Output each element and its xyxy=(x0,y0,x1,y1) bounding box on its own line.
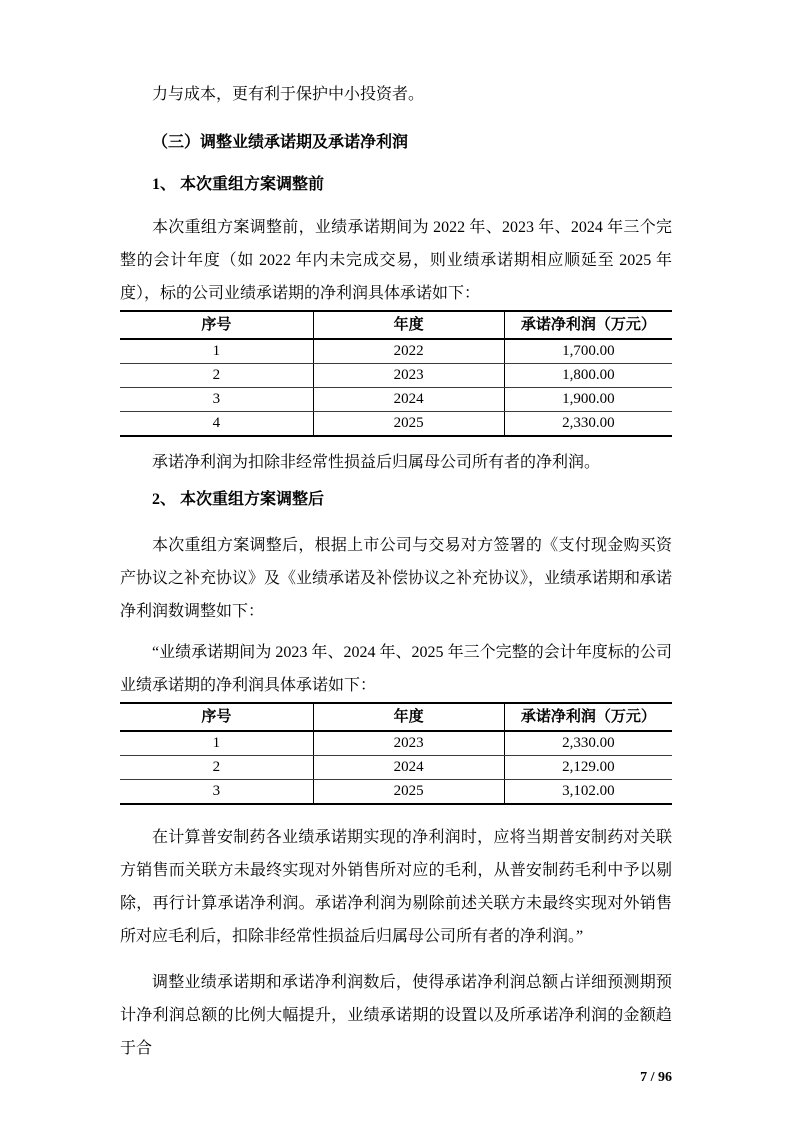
cell-profit: 3,102.00 xyxy=(562,783,615,799)
cell-profit: 2,129.00 xyxy=(504,756,672,780)
cell-seq: 3 xyxy=(120,388,313,412)
table-row xyxy=(120,731,672,756)
table-row xyxy=(120,339,672,364)
cell-seq: 3 xyxy=(120,780,313,805)
table-after-adjustment xyxy=(120,702,672,805)
table-row xyxy=(120,388,672,412)
cell-seq: 2 xyxy=(120,364,313,388)
page-number: 7 / 96 xyxy=(640,1070,672,1085)
cell-year: 2023 xyxy=(313,364,504,388)
cell-year: 2025 xyxy=(313,780,504,805)
cell-year: 2022 xyxy=(313,339,504,364)
cell-year: 2023 xyxy=(313,731,504,756)
sub-heading-before-adjustment: 1、 本次重组方案调整前 xyxy=(152,176,325,193)
cell-profit: 1,800.00 xyxy=(504,364,672,388)
paragraph-before-adjustment: 本次重组方案调整前，业绩承诺期间为 2022 年、2023 年、2024 年三个完整的会计年度（如 2022 年内未完成交易，则业绩承诺期相应顺延至 2025 年度），标的公司业绩承诺期的净利润具体承诺如下： xyxy=(120,219,672,302)
header-year: 年度 xyxy=(313,311,504,339)
table-row xyxy=(120,364,672,388)
header-seq: 序号 xyxy=(120,311,313,339)
table-row xyxy=(120,412,672,437)
quote-paragraph: “业绩承诺期间为 2023 年、2024 年、2025 年三个完整的会计年度标的公司业绩承诺期的净利润具体承诺如下： xyxy=(120,644,672,694)
cell-year: 2024 xyxy=(313,388,504,412)
header-promised-profit: 承诺净利润（万元） xyxy=(504,703,672,731)
carryover-paragraph: 力与成本，更有利于保护中小投资者。 xyxy=(152,86,425,103)
paragraph-after-adjustment: 本次重组方案调整后，根据上市公司与交易对方签署的《支付现金购买资产协议之补充协议》及《业绩承诺及补偿协议之补充协议》，业绩承诺期和承诺净利润数调整如下： xyxy=(120,537,673,620)
header-seq: 序号 xyxy=(120,703,313,731)
header-year: 年度 xyxy=(313,703,504,731)
table-header-row xyxy=(120,311,672,339)
calculation-paragraph: 在计算普安制药各业绩承诺期实现的净利润时，应将当期普安制药对关联方销售而关联方未最终实现对外销售所对应的毛利，从普安制药毛利中予以剔除，再行计算承诺净利润。承诺净利润为剔除前述关联方未最终实现对外销售所对应毛利后，扣除非经常性损益后归属母公司所有者的净利润。” xyxy=(120,829,672,945)
table-row xyxy=(120,780,672,805)
sub-heading-after-adjustment: 2、 本次重组方案调整后 xyxy=(152,491,325,508)
cell-seq: 4 xyxy=(120,412,313,437)
cell-seq: 1 xyxy=(120,731,313,756)
cell-seq: 1 xyxy=(120,339,313,364)
section-heading: （三）调整业绩承诺期及承诺净利润 xyxy=(152,134,409,151)
cell-year: 2024 xyxy=(313,756,504,780)
table-header-row xyxy=(120,703,672,731)
closing-paragraph: 调整业绩承诺期和承诺净利润数后，使得承诺净利润总额占详细预测期预计净利润总额的比例大幅提升，业绩承诺期的设置以及所承诺净利润的金额趋于合 xyxy=(120,974,672,1057)
cell-profit: 1,900.00 xyxy=(504,388,672,412)
cell-profit: 1,700.00 xyxy=(504,339,672,364)
note-after-table1: 承诺净利润为扣除非经常性损益后归属母公司所有者的净利润。 xyxy=(152,454,601,471)
table-row xyxy=(120,756,672,780)
cell-profit: 2,330.00 xyxy=(562,415,615,431)
cell-seq: 2 xyxy=(120,756,313,780)
table-before-adjustment xyxy=(120,310,672,437)
header-promised-profit: 承诺净利润（万元） xyxy=(504,311,672,339)
cell-year: 2025 xyxy=(313,412,504,437)
cell-profit: 2,330.00 xyxy=(504,731,672,756)
